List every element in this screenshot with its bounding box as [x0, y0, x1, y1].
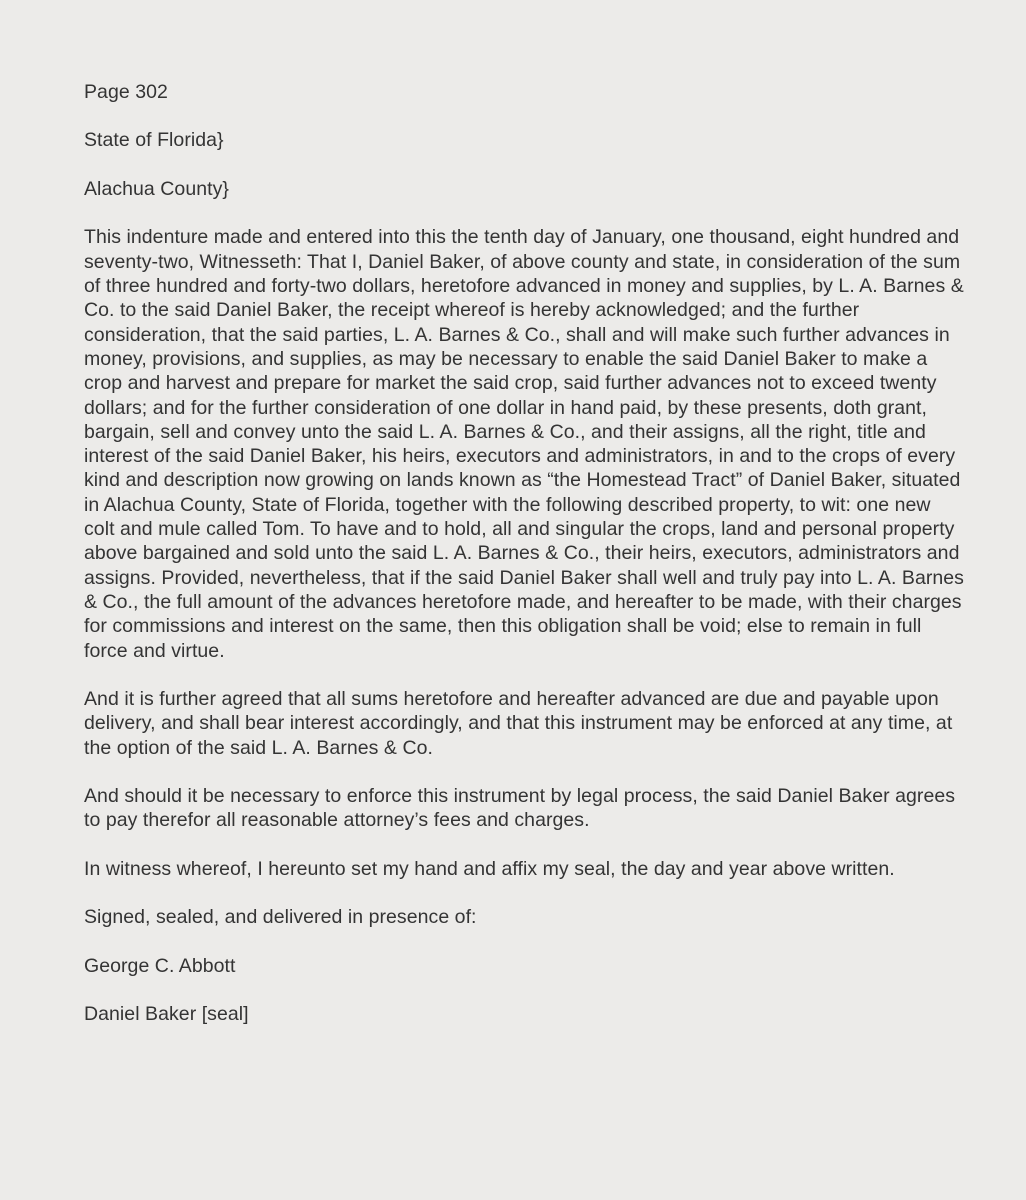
enforcement-paragraph: And should it be necessary to enforce this instrument by legal process, the said Daniel Baker agrees to pay therefor all reasonable attorney’s fees and charges. [84, 785, 956, 832]
agreement-paragraph: And it is further agreed that all sums heretofore and hereafter advanced are due and payable upon delivery, and shall bear interest accordingly, and that this instrument may be enforced at any time, at the option of the said L. A. Barnes & Co. [84, 687, 953, 759]
state-line: State of Florida} [84, 129, 224, 152]
signatory-name: Daniel Baker [seal] [84, 1003, 249, 1026]
witness-whereof-paragraph: In witness whereof, I hereunto set my hand and affix my seal, the day and year above written. [84, 857, 895, 880]
indenture-paragraph: This indenture made and entered into this the tenth day of January, one thousand, eight hundred and seventy-two, Witnesseth: That I, Daniel Baker, of above county and state, in consideration of the sum of three hundred and forty-two dollars, heretofore advanced in money and supplies, by L. A. Barnes & Co. to the said Daniel Baker, the receipt whereof is hereby acknowledged; and the further consideration, that the said parties, L. A. Barnes & Co., shall and will make such further advances in money, provisions, and supplies, as may be necessary to enable the said Daniel Baker to make a crop and harvest and prepare for market the said crop, said further advances not to exceed twenty dollars; and for the further consideration of one dollar in hand paid, by these presents, doth grant, bargain, sell and convey unto the said L. A. Barnes & Co., and their assigns, all the right, title and interest of the said Daniel Baker, his heirs, executors and administrators, in and to the crops of every kind and description now growing on lands known as “the Homestead Tract” of Daniel Baker, situated in Alachua County, State of Florida, together with the following described property, to wit: one new colt and mule called Tom. To have and to hold, all and singular the crops, land and personal property above bargained and sold unto the said L. A. Barnes & Co., their heirs, executors, administrators and assigns. Provided, nevertheless, that if the said Daniel Baker shall well and truly pay into L. A. Barnes & Co., the full amount of the advances heretofore made, and hereafter to be made, with their charges for commissions and interest on the same, then this obligation shall be void; else to remain in full force and virtue. [84, 226, 964, 662]
county-line: Alachua County} [84, 177, 229, 200]
witness-name: George C. Abbott [84, 954, 236, 977]
document-page [84, 80, 964, 1051]
page-number: Page 302 [84, 81, 168, 103]
signed-sealed-line: Signed, sealed, and delivered in presence of: [84, 906, 477, 929]
